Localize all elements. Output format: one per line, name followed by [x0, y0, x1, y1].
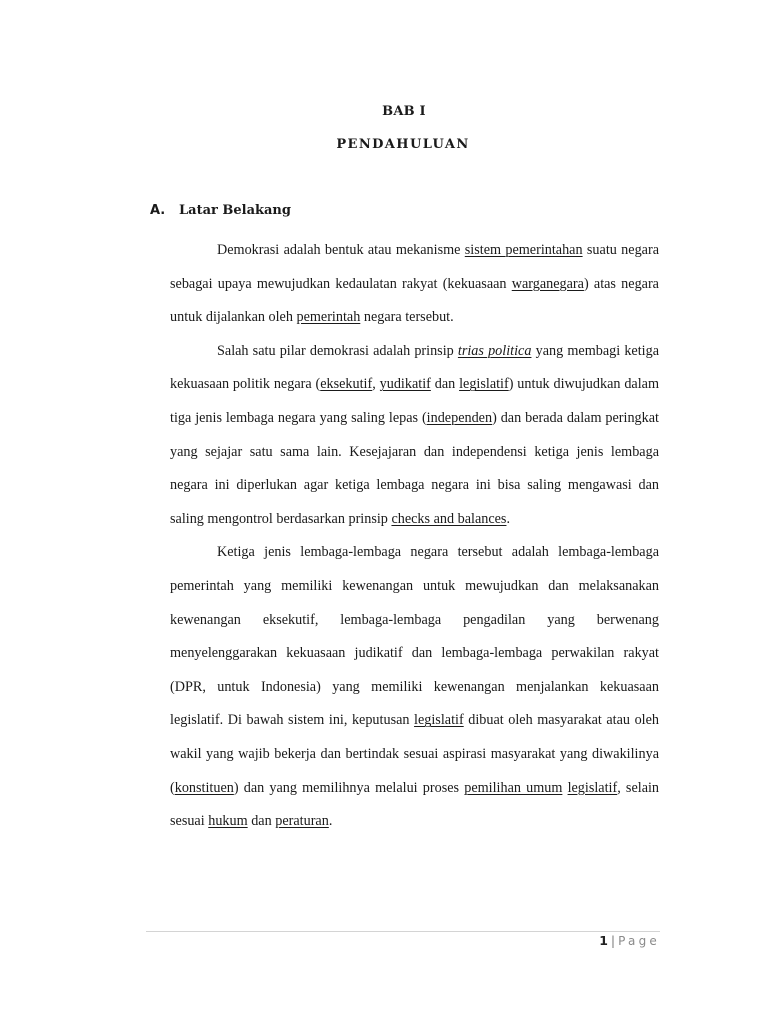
body-text — [170, 234, 659, 839]
chapter-number: BAB I — [382, 104, 426, 119]
underlined-term: hukum — [208, 813, 248, 830]
paragraph: Demokrasi adalah bentuk atau mekanisme sistem pemerintahan suatu negara sebagai upaya mewujudkan kedaulatan rakyat (kekuasaan warganegara) atas negara untuk dijalankan oleh pemerintah negara tersebut. — [170, 242, 659, 326]
paragraph: Salah satu pilar demokrasi adalah prinsip trias politica yang membagi ketiga kekuasaan politik negara (eksekutif, yudikatif dan legislatif) untuk diwujudkan dalam tiga jenis lembaga negara yang saling lepas (independen) dan berada dalam peringkat yang sejajar satu sama lain. Kesejajaran dan independensi ketiga jenis lembaga negara ini diperlukan agar ketiga lembaga negara ini bisa saling mengawasi dan saling mengontrol berdasarkan prinsip checks and balances. — [170, 342, 659, 527]
paragraph: Ketiga jenis lembaga-lembaga negara tersebut adalah lembaga-lembaga pemerintah yang memiliki kewenangan untuk mewujudkan dan melaksanakan kewenangan eksekutif, lembaga-lembaga pengadilan yang berwenang menyelenggarakan kekuasaan judikatif dan lembaga-lembaga perwakilan rakyat (DPR, untuk Indonesia) yang memiliki kewenangan menjalankan kekuasaan legislatif. Di bawah sistem ini, keputusan legislatif dibuat oleh masyarakat atau oleh wakil yang wajib bekerja dan bertindak sesuai aspirasi masyarakat yang diwakilinya (konstituen) dan yang memilihnya melalui proses pemilihan umum legislatif, selain sesuai hukum dan peraturan. — [170, 544, 660, 830]
underlined-term: yudikatif — [379, 376, 431, 393]
underlined-term: trias politica — [457, 342, 532, 359]
underlined-term: konstituen — [174, 779, 234, 796]
underlined-term: eksekutif — [320, 376, 373, 393]
underlined-term: legislatif — [414, 712, 464, 729]
underlined-term: peraturan — [275, 813, 329, 830]
underlined-term: pemerintah — [296, 309, 361, 326]
page-footer — [599, 933, 660, 948]
footer-separator: | — [610, 933, 616, 948]
footer-divider — [146, 931, 660, 932]
underlined-term: independen — [426, 409, 493, 426]
underlined-term: legislatif — [459, 376, 509, 393]
underlined-term: sistem pemerintahan — [464, 242, 583, 258]
page-label: Page — [618, 933, 660, 948]
section-title: Latar Belakang — [179, 203, 291, 218]
chapter-title: PENDAHULUAN — [336, 137, 470, 152]
underlined-term: legislatif — [567, 779, 618, 796]
underlined-term: pemilihan umum — [464, 779, 563, 796]
underlined-term: checks and balances — [391, 510, 507, 527]
section-marker: A. — [150, 203, 166, 218]
page-number: 1 — [599, 933, 608, 948]
underlined-term: warganegara — [511, 275, 584, 292]
section-heading — [150, 203, 291, 218]
